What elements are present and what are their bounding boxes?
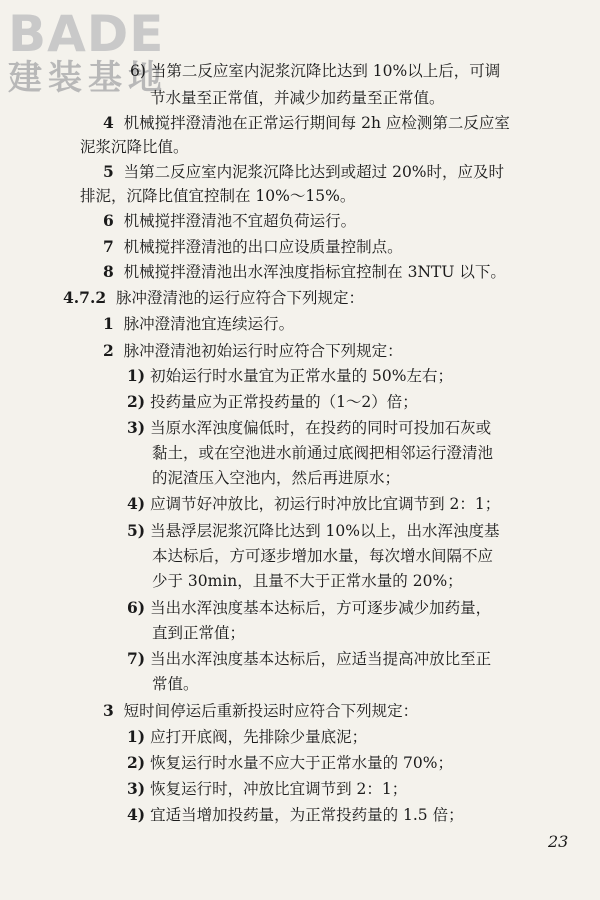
sub-item: 6) 当出水浑浊度基本达标后，方可逐步减少加药量， [127,598,492,617]
sub-item-number: 5) [127,521,146,540]
text-line: 黏土，或在空池进水前通过底阀把相邻运行澄清池 [152,444,494,462]
clause-item: 2 脉冲澄清池初始运行时应符合下列规定： [103,341,403,360]
sub-item-number: 3) [127,779,146,798]
clause-number: 2 [103,341,114,360]
clause-item: 4 机械搅拌澄清池在正常运行期间每 2h 应检测第二反应室 [103,113,510,132]
sub-item-number: 6) [127,598,146,617]
sub-item: 3) 当原水浑浊度偏低时，在投药的同时可投加石灰或 [127,418,492,437]
sub-item: 4) 宜适当增加投药量，为正常投药量的 1.5 倍； [127,805,464,824]
page-number: 23 [548,832,569,851]
sub-item-number: 2) [127,753,146,772]
text-line: 6) 当第二反应室内泥浆沉降比达到 10%以上后，可调 [130,62,501,80]
section-heading: 4.7.2 脉冲澄清池的运行应符合下列规定： [63,288,365,307]
clause-number: 6 [103,211,114,230]
text-line: 的泥渣压入空池内，然后再进原水； [152,469,401,487]
clause-item: 5 当第二反应室内泥浆沉降比达到或超过 20%时，应及时 [103,162,505,181]
clause-number: 5 [103,162,114,181]
section-number: 4.7.2 [63,288,107,307]
sub-item-number: 1) [127,727,146,746]
sub-item: 1) 应打开底阀，先排除少量底泥； [127,727,368,746]
text-line: 直到正常值； [152,624,246,642]
sub-item: 7) 当出水浑浊度基本达标后，应适当提高冲放比至正 [127,649,492,668]
text-line: 少于 30min，且量不大于正常水量的 20%； [152,572,463,590]
sub-item-number: 1) [127,366,146,385]
text-line: 节水量至正常值，并减少加药量至正常值。 [150,89,445,107]
clause-item: 3 短时间停运后重新投运时应符合下列规定： [103,701,419,720]
sub-item: 4) 应调节好冲放比，初运行时冲放比宜调节到 2：1； [127,494,501,513]
sub-item: 1) 初始运行时水量宜为正常水量的 50%左右； [127,366,453,385]
clause-number: 1 [103,314,114,333]
sub-item-number: 4) [127,805,146,824]
clause-number: 7 [103,237,114,256]
sub-item-number: 3) [127,418,146,437]
sub-item-number: 7) [127,649,146,668]
text-line: 常值。 [152,675,199,693]
sub-item: 2) 投药量应为正常投药量的（1～2）倍； [127,392,418,411]
sub-item-number: 4) [127,494,146,513]
sub-item: 3) 恢复运行时，冲放比宜调节到 2：1； [127,779,408,798]
clause-number: 3 [103,701,114,720]
clause-number: 8 [103,262,114,281]
sub-item: 2) 恢复运行时水量不应大于正常水量的 70%； [127,753,453,772]
sub-item: 5) 当悬浮层泥浆沉降比达到 10%以上，出水浑浊度基 [127,521,500,540]
text-line: 排泥，沉降比值宜控制在 10%～15%。 [80,187,356,205]
clause-number: 4 [103,113,114,132]
text-line: 本达标后，方可逐步增加水量，每次增水间隔不应 [152,547,494,565]
watermark-brand-cn: 建装基地 [8,58,168,98]
clause-item: 6 机械搅拌澄清池不宜超负荷运行。 [103,211,357,230]
watermark-brand-latin: BADE [8,5,165,63]
sub-item-number: 2) [127,392,146,411]
clause-item: 8 机械搅拌澄清池出水浑浊度指标宜控制在 3NTU 以下。 [103,262,506,281]
text-line: 泥浆沉降比值。 [80,138,189,156]
clause-item: 7 机械搅拌澄清池的出口应设质量控制点。 [103,237,403,256]
clause-item: 1 脉冲澄清池宜连续运行。 [103,314,295,333]
